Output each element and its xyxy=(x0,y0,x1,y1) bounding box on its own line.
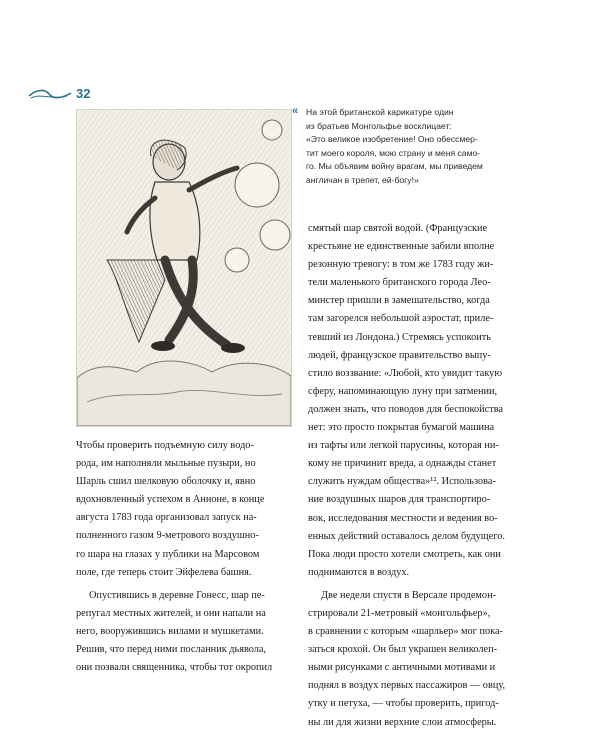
text-line: репугал местных жителей, и они напали на xyxy=(76,607,266,619)
text-line: поднимаются в воздух. xyxy=(308,566,410,578)
illustration-caption xyxy=(292,105,528,187)
caption-line: англичан в трепет, ей-богу!» xyxy=(306,174,419,185)
text-line: там загорелся небольшой аэростат, приле- xyxy=(308,313,494,325)
paragraph xyxy=(308,220,536,582)
text-line: поднял в воздух первых пассажиров — овцу, xyxy=(308,680,506,692)
text-line: в сравнении с которым «шарльер» мог пока- xyxy=(308,626,503,638)
text-line: ние воздушных шаров для транспортиро- xyxy=(308,494,491,506)
text-line: Решив, что перед ними посланник дьявола, xyxy=(76,644,267,656)
caption-quote-mark: « xyxy=(292,105,299,117)
text-line: из тафты или легкой парусины, которая ни- xyxy=(308,440,499,452)
text-line: вок, исследования местности и ведения во- xyxy=(308,512,498,524)
text-line: енных действий оставалось делом будущего. xyxy=(308,530,505,542)
text-line: Две недели спустя в Версале продемон- xyxy=(321,589,497,601)
caption-line: «Это великое изобретение! Оно обессмер- xyxy=(306,134,478,144)
text-line: Чтобы проверить подъемную силу водо- xyxy=(76,440,254,451)
text-line: должен знать, что поводов для беспокойства xyxy=(308,403,503,415)
paragraph xyxy=(76,587,306,677)
text-line: кому не причинит вреда, а однажды станет xyxy=(308,458,497,470)
text-line: Пока люди просто хотели смотреть, как они xyxy=(308,548,501,560)
text-line: ными рисунками с античными мотивами и xyxy=(308,662,496,674)
text-line: минстер пришли в замешательство, когда xyxy=(308,295,490,307)
text-line: Шарль сшил шелковую оболочку и, явно xyxy=(76,476,256,488)
text-line: крестьяне не единственные забили вполне xyxy=(308,241,495,253)
text-line: ны ли для жизни верхние слои атмосферы. xyxy=(308,716,497,728)
text-line: стило воззвание: «Любой, кто увидит такую xyxy=(308,367,503,379)
paragraph xyxy=(76,437,306,582)
caption-line: тит моего короля, мою страну и меня само- xyxy=(306,147,481,158)
caption-line: На этой британской карикатуре один xyxy=(306,107,454,117)
paragraph xyxy=(308,587,536,732)
text-line: сферу, напоминающую луну при затмении, xyxy=(308,385,498,397)
text-line: служить нуждам общества»¹². Использова- xyxy=(308,476,496,488)
page-number-block xyxy=(27,86,90,101)
text-line: вдохновленный успехом в Анноне, в конце xyxy=(76,494,265,506)
text-line: него, вооружившись вилами и мушкетами. xyxy=(76,625,264,637)
montgolfier-caricature-image xyxy=(77,110,291,426)
text-line: тели маленького британского города Лео- xyxy=(308,277,491,289)
text-line: августа 1783 года организовал запуск на- xyxy=(76,512,257,524)
caption-line: го. Мы объявим войну врагам, мы приведем xyxy=(306,161,483,171)
text-line: го шара на глазах у публики на Марсовом xyxy=(76,548,260,560)
etching-illustration xyxy=(76,109,292,427)
text-line: полненного газом 9-метрового воздушно- xyxy=(76,530,259,542)
caption-line: из братьев Монгольфье восклицает: xyxy=(306,120,452,131)
text-line: поле, где теперь стоит Эйфелева башня. xyxy=(76,566,252,578)
text-line: нет: это просто покрытая бумагой машина xyxy=(308,422,495,434)
text-line: людей, французское правительство выпу- xyxy=(308,349,491,361)
text-line: Опустившись в деревне Гонесс, шар пе- xyxy=(89,589,265,601)
text-line: утку и петуха, — чтобы проверить, пригод- xyxy=(308,698,499,710)
right-text-column xyxy=(308,220,536,732)
text-line: тевший из Лондона.) Стремясь успокоить xyxy=(308,331,491,343)
text-line: стрировали 21-метровый «монгольфьер», xyxy=(308,607,491,619)
text-line: резонную тревогу: в том же 1783 году жи- xyxy=(308,259,494,271)
text-line: рода, им наполняли мыльные пузыри, но xyxy=(76,458,256,470)
text-line: они позвали священника, чтобы тот окропил xyxy=(76,662,273,674)
text-line: смятый шар святой водой. (Французские xyxy=(308,223,488,234)
text-line: заться крохой. Он был украшен великолеп- xyxy=(308,644,498,656)
swash-ornament-icon xyxy=(27,88,73,100)
left-text-column xyxy=(76,437,306,677)
page-number: 32 xyxy=(76,86,91,101)
